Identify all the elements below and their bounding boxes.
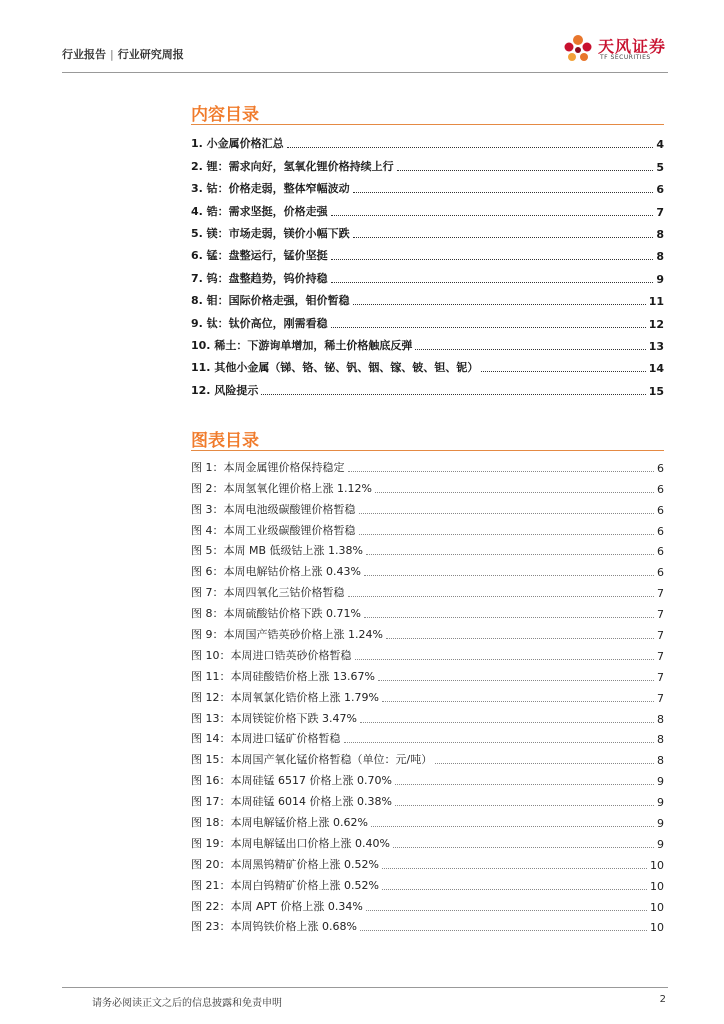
- figure-entry[interactable]: [191, 893, 664, 914]
- dot-leader: [353, 304, 646, 305]
- figure-entry-label: 图 14：本周进口锰矿价格暂稳: [191, 732, 341, 746]
- figure-entry-label: 图 19：本周电解锰出口价格上涨 0.40%: [191, 836, 390, 850]
- dot-leader: [344, 742, 655, 743]
- dot-leader: [481, 371, 645, 372]
- dot-leader: [397, 170, 654, 171]
- dot-leader: [360, 722, 654, 723]
- figure-entry-label: 图 4：本周工业级碳酸锂价格暂稳: [191, 523, 356, 537]
- logo-subtext: TF SECURITIES: [600, 54, 651, 61]
- toc-entry-page: 9: [656, 272, 664, 286]
- dot-leader: [360, 930, 647, 931]
- figure-entry-label: 图 10：本周进口锆英砂价格暂稳: [191, 648, 352, 662]
- figures-list: [191, 454, 664, 934]
- figure-entry-page: 10: [650, 900, 664, 914]
- report-subtype-label: 行业研究周报: [117, 48, 184, 61]
- dot-leader: [366, 554, 654, 555]
- toc-entry-page: 7: [656, 205, 664, 219]
- toc-entry-label: 9. 钛：钛价高位，刚需看稳: [191, 316, 328, 330]
- report-category: [62, 46, 184, 62]
- figure-entry[interactable]: [191, 600, 664, 621]
- figure-entry[interactable]: [191, 517, 664, 538]
- dot-leader: [395, 805, 654, 806]
- toc-entry-page: 14: [648, 362, 664, 376]
- figure-entry-label: 图 21：本周白钨精矿价格上涨 0.52%: [191, 878, 379, 892]
- toc-entry[interactable]: [191, 196, 664, 218]
- figure-entry[interactable]: [191, 538, 664, 559]
- figure-entry-label: 图 2：本周氢氧化锂价格上涨 1.12%: [191, 481, 372, 495]
- toc-entry-label: 8. 钼：国际价格走强，钼价暂稳: [191, 294, 350, 308]
- figure-entry-page: 6: [657, 566, 664, 580]
- dot-leader: [366, 910, 647, 911]
- page-number: 2: [659, 994, 666, 1005]
- figure-entry[interactable]: [191, 475, 664, 496]
- figure-entry-page: 7: [657, 691, 664, 705]
- figure-entry[interactable]: [191, 684, 664, 705]
- logo-text: 天风证券: [598, 37, 667, 56]
- header-separator: |: [110, 48, 114, 61]
- figure-entry-page: 9: [657, 837, 664, 851]
- dot-leader: [359, 513, 655, 514]
- dot-leader: [353, 192, 654, 193]
- toc-entry[interactable]: [191, 219, 664, 241]
- figure-entry-page: 9: [657, 775, 664, 789]
- figure-entry-page: 8: [657, 754, 664, 768]
- dot-leader: [348, 596, 655, 597]
- figure-entry-page: 7: [657, 649, 664, 663]
- dot-leader: [359, 534, 655, 535]
- figure-entry-label: 图 13：本周镁锭价格下跌 3.47%: [191, 711, 357, 725]
- toc-entry-label: 4. 锆：需求坚挺，价格走强: [191, 204, 328, 218]
- dot-leader: [331, 259, 654, 260]
- flower-logo-icon: [558, 32, 598, 68]
- dot-leader: [364, 617, 654, 618]
- toc-entry-label: 5. 镁：市场走弱，镁价小幅下跌: [191, 226, 350, 240]
- figure-entry-page: 7: [657, 608, 664, 622]
- toc-entry-page: 11: [648, 295, 664, 309]
- dot-leader: [261, 394, 645, 395]
- figure-entry-label: 图 17：本周硅锰 6014 价格上涨 0.38%: [191, 795, 392, 809]
- figure-entry-label: 图 11：本周硅酸锆价格上涨 13.67%: [191, 669, 375, 683]
- figure-entry-label: 图 3：本周电池级碳酸锂价格暂稳: [191, 502, 356, 516]
- toc-entry[interactable]: [191, 331, 664, 353]
- toc-entry[interactable]: [191, 308, 664, 330]
- toc-entry-page: 8: [656, 227, 664, 241]
- footer-divider: [62, 987, 668, 988]
- figure-entry[interactable]: [191, 767, 664, 788]
- dot-leader: [395, 784, 654, 785]
- toc-entry-page: 12: [648, 317, 664, 331]
- dot-leader: [375, 492, 654, 493]
- toc-entry-label: 12. 风险提示: [191, 383, 259, 397]
- figure-entry-label: 图 7：本周四氧化三钴价格暂稳: [191, 586, 345, 600]
- dot-leader: [331, 282, 654, 283]
- toc-entry[interactable]: [191, 174, 664, 196]
- toc-entry-label: 11. 其他小金属（锑、铬、铋、钒、铟、镓、铍、钽、铌）: [191, 361, 479, 375]
- company-logo: [558, 32, 668, 68]
- figure-entry-page: 10: [650, 879, 664, 893]
- figure-entry[interactable]: [191, 746, 664, 767]
- toc-entry-label: 6. 锰：盘整运行，锰价坚挺: [191, 249, 328, 263]
- dot-leader: [382, 701, 654, 702]
- toc-entry-label: 3. 钴：价格走弱，整体窄幅波动: [191, 182, 350, 196]
- toc-entry-label: 2. 锂：需求向好，氢氧化锂价格持续上行: [191, 159, 394, 173]
- dot-leader: [386, 638, 654, 639]
- figure-entry[interactable]: [191, 454, 664, 475]
- toc-entry[interactable]: [191, 353, 664, 375]
- figure-entry[interactable]: [191, 705, 664, 726]
- toc-entry-page: 15: [648, 384, 664, 398]
- figure-entry-page: 6: [657, 461, 664, 475]
- figure-entry[interactable]: [191, 914, 664, 935]
- page-header: [62, 37, 668, 70]
- figure-entry-page: 6: [657, 524, 664, 538]
- figure-entry-page: 8: [657, 712, 664, 726]
- toc-entry-label: 7. 钨：盘整趋势，钨价持稳: [191, 271, 328, 285]
- toc-entry-page: 8: [656, 250, 664, 264]
- figure-entry[interactable]: [191, 642, 664, 663]
- figure-entry[interactable]: [191, 496, 664, 517]
- figure-entry-page: 7: [657, 629, 664, 643]
- toc-title: 内容目录: [191, 105, 259, 125]
- figure-entry-label: 图 15：本周国产氧化锰价格暂稳（单位：元/吨）: [191, 753, 433, 767]
- toc-entry-label: 10. 稀土：下游询单增加，稀土价格触底反弹: [191, 338, 413, 352]
- figure-entry-label: 图 23：本周钨铁价格上涨 0.68%: [191, 920, 357, 934]
- figure-entry-label: 图 6：本周电解钴价格上涨 0.43%: [191, 565, 361, 579]
- figures-title-underline: [191, 450, 664, 451]
- dot-leader: [331, 215, 654, 216]
- figure-entry[interactable]: [191, 830, 664, 851]
- figure-entry[interactable]: [191, 788, 664, 809]
- figure-entry-page: 10: [650, 921, 664, 935]
- figure-entry-page: 6: [657, 545, 664, 559]
- toc-entry-page: 6: [656, 183, 664, 197]
- footer-disclaimer: 请务必阅读正文之后的信息披露和免责申明: [92, 998, 282, 1009]
- toc-entry-page: 4: [656, 138, 664, 152]
- figure-entry-label: 图 12：本周氧氯化锆价格上涨 1.79%: [191, 690, 379, 704]
- figure-entry[interactable]: [191, 809, 664, 830]
- figure-entry-label: 图 5：本周 MB 低级钴上涨 1.38%: [191, 544, 363, 558]
- figure-entry-label: 图 16：本周硅锰 6517 价格上涨 0.70%: [191, 774, 392, 788]
- dot-leader: [382, 889, 647, 890]
- figure-entry-page: 7: [657, 587, 664, 601]
- figure-entry[interactable]: [191, 726, 664, 747]
- toc-entry[interactable]: [191, 286, 664, 308]
- dot-leader: [331, 327, 646, 328]
- figure-entry-page: 6: [657, 482, 664, 496]
- figure-entry-page: 6: [657, 503, 664, 517]
- toc-entry[interactable]: [191, 375, 664, 397]
- header-divider: [62, 72, 668, 73]
- figure-entry-label: 图 18：本周电解锰价格上涨 0.62%: [191, 816, 368, 830]
- dot-leader: [371, 826, 654, 827]
- dot-leader: [393, 847, 654, 848]
- figure-entry-label: 图 8：本周硫酸钴价格下跌 0.71%: [191, 607, 361, 621]
- dot-leader: [415, 349, 645, 350]
- toc-entry[interactable]: [191, 129, 664, 151]
- figure-entry-label: 图 1：本周金属锂价格保持稳定: [191, 460, 345, 474]
- figure-entry-page: 9: [657, 796, 664, 810]
- figure-entry[interactable]: [191, 851, 664, 872]
- figure-entry-page: 8: [657, 733, 664, 747]
- dot-leader: [355, 659, 655, 660]
- toc-title-underline: [191, 124, 664, 125]
- figure-entry-label: 图 9：本周国产锆英砂价格上涨 1.24%: [191, 628, 383, 642]
- toc-entry[interactable]: [191, 151, 664, 173]
- dot-leader: [287, 147, 654, 148]
- figure-entry-label: 图 20：本周黑钨精矿价格上涨 0.52%: [191, 857, 379, 871]
- figure-entry[interactable]: [191, 872, 664, 893]
- figure-entry[interactable]: [191, 663, 664, 684]
- dot-leader: [353, 237, 654, 238]
- dot-leader: [382, 868, 647, 869]
- figure-entry-page: 7: [657, 670, 664, 684]
- dot-leader: [364, 575, 654, 576]
- report-type-label: 行业报告: [62, 48, 106, 61]
- dot-leader: [348, 471, 655, 472]
- figure-entry[interactable]: [191, 621, 664, 642]
- dot-leader: [378, 680, 654, 681]
- toc-entry[interactable]: [191, 263, 664, 285]
- figures-title: 图表目录: [191, 431, 259, 451]
- figure-entry-label: 图 22：本周 APT 价格上涨 0.34%: [191, 899, 363, 913]
- toc-list: [191, 129, 664, 398]
- dot-leader: [435, 763, 654, 764]
- figure-entry-page: 10: [650, 858, 664, 872]
- figure-entry-page: 9: [657, 817, 664, 831]
- figure-entry[interactable]: [191, 579, 664, 600]
- figure-entry[interactable]: [191, 558, 664, 579]
- toc-entry-label: 1. 小金属价格汇总: [191, 137, 284, 151]
- toc-entry[interactable]: [191, 241, 664, 263]
- toc-entry-page: 13: [648, 339, 664, 353]
- toc-entry-page: 5: [656, 160, 664, 174]
